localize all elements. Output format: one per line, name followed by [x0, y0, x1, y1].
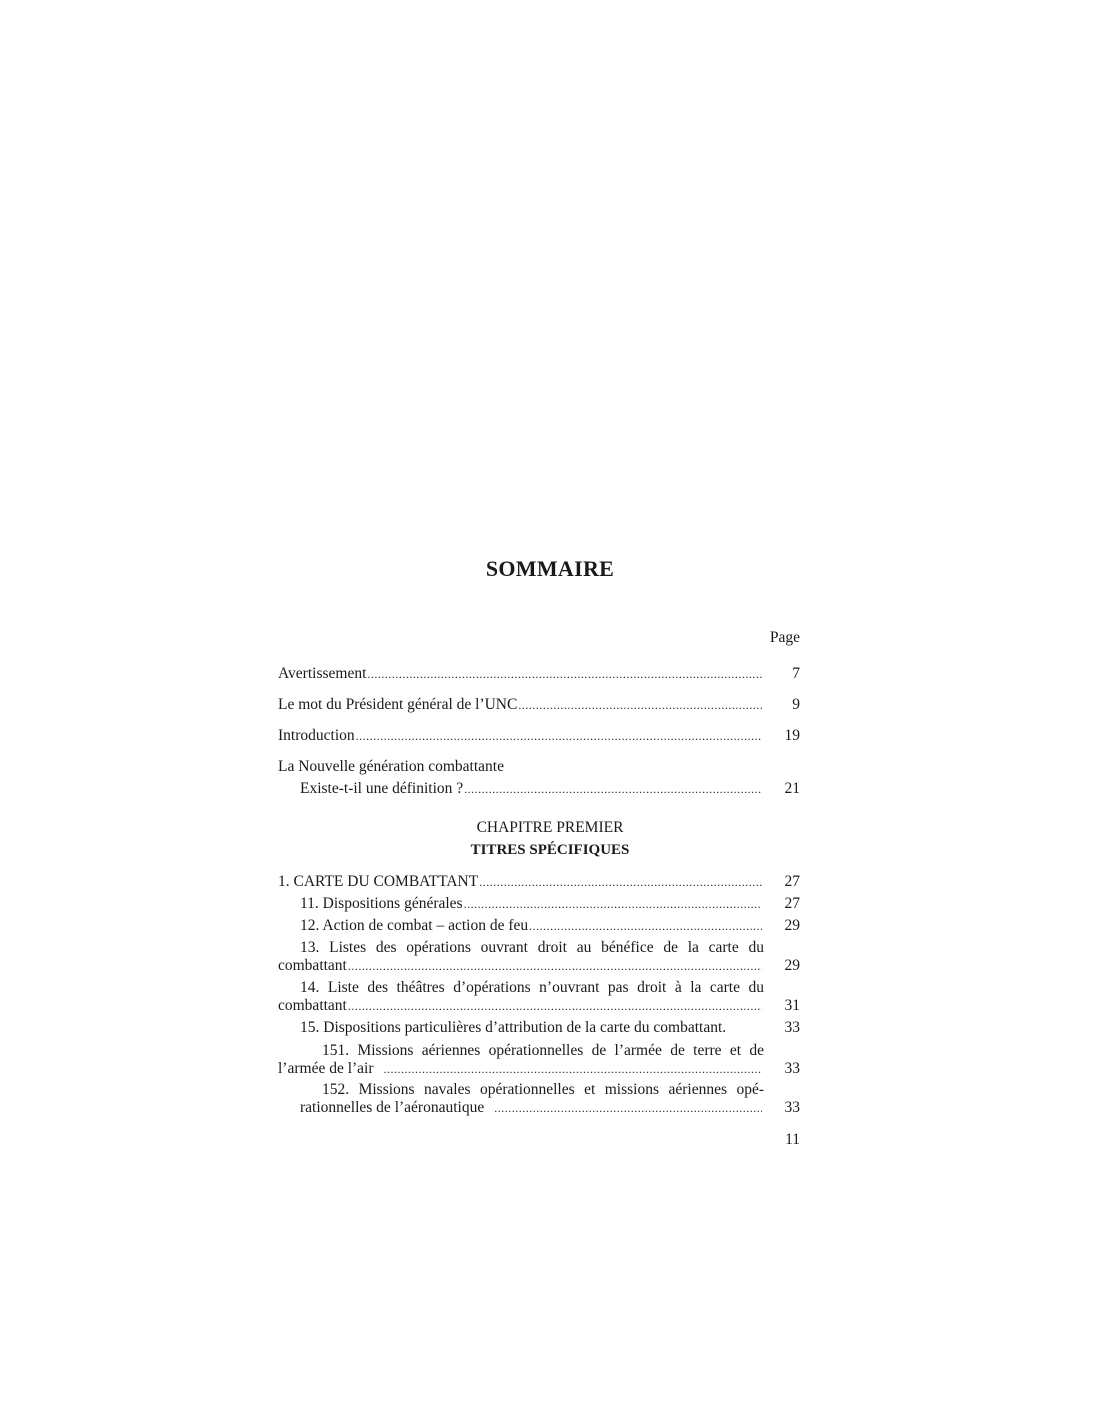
toc-entry-dispositions-particulieres[interactable] — [278, 1019, 800, 1037]
toc-entry-missions-navales[interactable] — [278, 1081, 800, 1117]
page-number: 11 — [785, 1131, 800, 1148]
dot-leader — [518, 696, 762, 714]
dot-leader — [479, 873, 762, 891]
dot-leader — [348, 997, 762, 1015]
dot-leader — [464, 895, 762, 913]
toc-entry-text: combattant — [278, 957, 347, 974]
page-title: SOMMAIRE — [485, 556, 615, 581]
toc-entry-text: 15. Dispositions particulières d’attribution de la carte du combattant. — [300, 1019, 727, 1036]
toc-entry-page: 9 — [792, 696, 800, 713]
toc-entry-text: Introduction — [278, 727, 355, 744]
toc-entry-page: 19 — [784, 727, 800, 744]
toc-entry-text: combattant — [278, 997, 347, 1014]
dot-leader — [348, 957, 762, 975]
toc-entry-page: 21 — [784, 780, 800, 797]
toc-entry-text: 12. Action de combat – action de feu — [300, 917, 529, 934]
dot-leader — [464, 780, 762, 798]
toc-entry-page: 33 — [784, 1099, 800, 1116]
toc-entry-introduction[interactable] — [278, 727, 800, 745]
toc-entry-action-de-combat[interactable] — [278, 917, 800, 935]
dot-leader — [367, 665, 762, 683]
toc-entry-page: 27 — [784, 873, 800, 890]
toc-entry-page: 27 — [784, 895, 800, 912]
toc-entry-text: Le mot du Président général de l’UNC — [278, 696, 518, 713]
toc-entry-page: 29 — [784, 957, 800, 974]
toc-entry-text-line1: 13. Listes des opérations ouvrant droit au bénéfice de la carte du — [300, 939, 764, 956]
toc-entry-mot-du-president[interactable] — [278, 696, 800, 714]
toc-entry-nouvelle-generation[interactable] — [278, 758, 800, 798]
toc-entry-page: 29 — [784, 917, 800, 934]
toc-entry-text: 1. CARTE DU COMBATTANT — [278, 873, 479, 890]
toc-entry-text: Existe-t-il une définition ? — [300, 780, 464, 797]
toc-entry-text-line1: 14. Liste des théâtres d’opérations n’ouvrant pas droit à la carte du — [300, 979, 764, 996]
toc-entry-text-line1: 152. Missions navales opérationnelles et missions aériennes opé- — [322, 1081, 764, 1098]
chapter-label: CHAPITRE PREMIER — [476, 819, 624, 836]
dot-leader — [384, 1060, 762, 1078]
toc-entry-carte-du-combattant[interactable] — [278, 873, 800, 891]
toc-entry-page: 7 — [792, 665, 800, 682]
toc-entry-text: l’armée de l’air — [278, 1060, 374, 1077]
toc-entry-liste-theatres[interactable] — [278, 979, 800, 1015]
toc-entry-dispositions-generales[interactable] — [278, 895, 800, 913]
toc-entry-missions-aeriennes[interactable] — [278, 1042, 800, 1078]
toc-entry-text-line1: 151. Missions aériennes opérationnelles de l’armée de terre et de — [322, 1042, 764, 1059]
chapter-title: TITRES SPÉCIFIQUES — [470, 842, 630, 858]
toc-entry-text: Avertissement — [278, 665, 367, 682]
toc-entry-avertissement[interactable] — [278, 665, 800, 683]
toc-entry-text: 11. Dispositions générales — [300, 895, 463, 912]
toc-entry-page: 31 — [784, 997, 800, 1014]
toc-entry-listes-operations[interactable] — [278, 939, 800, 975]
page-column-label: Page — [769, 629, 800, 646]
toc-entry-text: rationnelles de l’aéronautique — [300, 1099, 485, 1116]
toc-entry-page: 33 — [784, 1060, 800, 1077]
dot-leader — [494, 1099, 762, 1117]
toc-entry-text-line1: La Nouvelle génération combattante — [278, 758, 504, 775]
dot-leader — [529, 917, 762, 935]
dot-leader — [356, 727, 762, 745]
toc-entry-page: 33 — [784, 1019, 800, 1036]
